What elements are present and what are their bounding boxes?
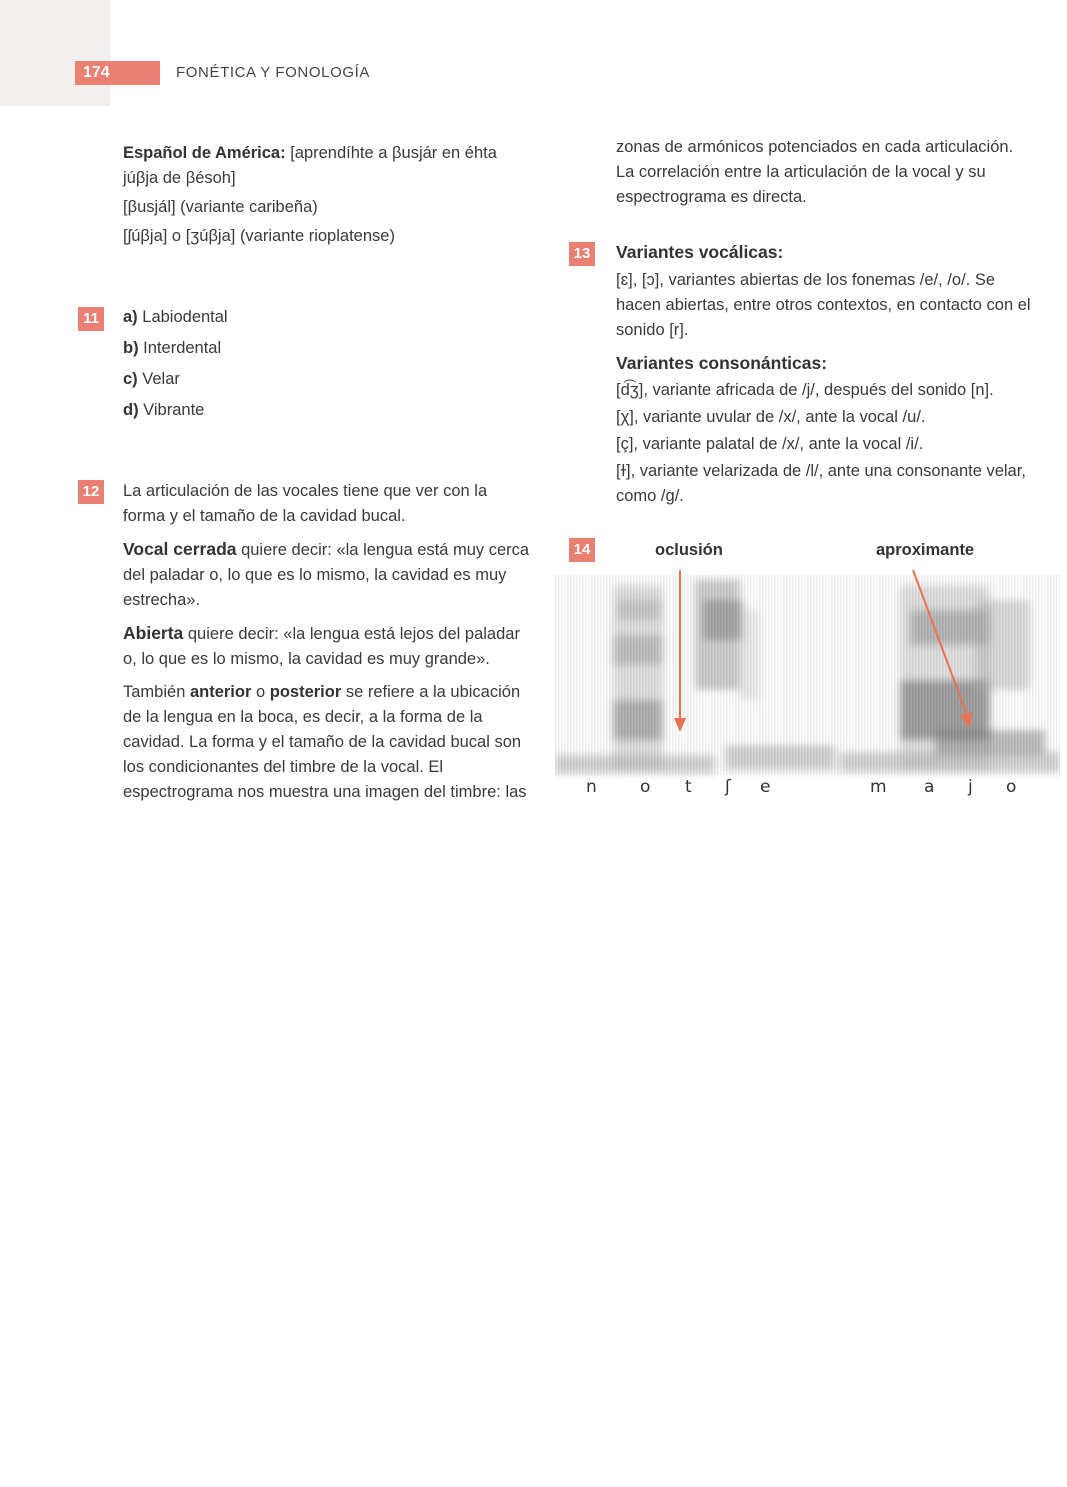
item-text: Interdental (143, 339, 222, 357)
segment-label: ʃ (725, 777, 731, 797)
text-span: se refiere a la ubicación de la lengua en la boca, es decir, a la forma de la cavidad. La forma y el tamaño de la cavidad bucal son los condicionantes del timbre de la vocal. El espectrograma nos muestra una imagen del timbre: las (123, 683, 527, 801)
intro-continuation (616, 135, 1031, 210)
list-item (123, 336, 533, 361)
list-item (123, 398, 533, 423)
item-text: Velar (142, 370, 180, 388)
exercise-13-text (616, 240, 1031, 509)
label-oclusion: oclusión (655, 541, 723, 559)
exercise-14-badge: 14 (569, 538, 595, 562)
paragraph (123, 537, 533, 613)
segment-label: j (968, 777, 973, 797)
exercise-12-text (123, 479, 533, 813)
segment-label: a (924, 777, 935, 797)
item-letter: a) (123, 308, 138, 326)
page-number: 174 (75, 61, 160, 85)
page-corner-shade (0, 0, 110, 106)
segment-label: o (640, 777, 651, 797)
segment-label: m (870, 777, 887, 797)
america-line3: [βusjál] (variante caribeña) (123, 198, 318, 216)
segment-label: o (1006, 777, 1017, 797)
segment-label: t (685, 777, 692, 797)
exercise-11-badge: 11 (78, 307, 104, 331)
consonant-variant: [d͡ʒ], variante africada de /j/, después del sonido [n]. (616, 381, 994, 399)
exercise-12-badge: 12 (78, 480, 104, 504)
america-block (123, 141, 533, 249)
paragraph (123, 680, 533, 805)
consonant-variants-title: Variantes consonánticas: (616, 353, 828, 373)
term-vocal-cerrada: Vocal cerrada (123, 539, 237, 559)
definition-text: quiere decir: «la lengua está muy cerca del paladar o, lo que es lo mismo, la cavidad es muy estrecha». (123, 541, 530, 609)
exercise-11-list (123, 305, 533, 429)
definition-text: quiere decir: «la lengua está lejos del paladar o, lo que es lo mismo, la cavidad es muy grande». (123, 625, 520, 668)
segment-label: e (760, 777, 771, 797)
text-span: o (251, 683, 270, 701)
america-line2: júβja de βésoh] (123, 169, 236, 187)
america-line1: [aprendíhte a βusjár en éhta (290, 144, 497, 162)
label-aproximante: aproximante (876, 541, 975, 559)
term-abierta: Abierta (123, 623, 184, 643)
consonant-variant: [ɫ], variante velarizada de /l/, ante una consonante velar, como /g/. (616, 462, 1026, 505)
exercise-13-badge: 13 (569, 242, 595, 266)
spectrogram-figure (555, 540, 1060, 800)
list-item (123, 367, 533, 392)
consonant-variant: [χ], variante uvular de /x/, ante la vocal /u/. (616, 408, 926, 426)
list-item (123, 305, 533, 330)
item-letter: b) (123, 339, 139, 357)
america-line4: [ʃúβja] o [ʒúβja] (variante rioplatense) (123, 227, 395, 245)
item-text: Vibrante (143, 401, 205, 419)
running-head: FONÉTICA Y FONOLOGÍA (176, 64, 370, 81)
term-anterior: anterior (189, 683, 252, 701)
paragraph: zonas de armónicos potenciados en cada articulación. La correlación entre la articulación de la vocal y su espectrograma es directa. (616, 138, 1014, 206)
text-span: También (123, 683, 190, 701)
spectrogram-svg (555, 540, 1060, 800)
paragraph: La articulación de las vocales tiene que ver con la forma y el tamaño de la cavidad bucal. (123, 482, 488, 525)
item-letter: c) (123, 370, 138, 388)
vowel-variants-title: Variantes vocálicas: (616, 242, 784, 262)
item-letter: d) (123, 401, 139, 419)
segment-label: n (586, 777, 597, 797)
vowel-variants-text: [ɛ], [ɔ], variantes abiertas de los fonemas /e/, /o/. Se hacen abiertas, entre otros contextos, en contacto con el sonido [r]. (616, 271, 1031, 339)
consonant-variant: [ç], variante palatal de /x/, ante la vocal /i/. (616, 435, 924, 453)
item-text: Labiodental (142, 308, 228, 326)
term-posterior: posterior (269, 683, 342, 701)
america-label: Español de América: (123, 144, 286, 162)
paragraph (123, 621, 533, 672)
